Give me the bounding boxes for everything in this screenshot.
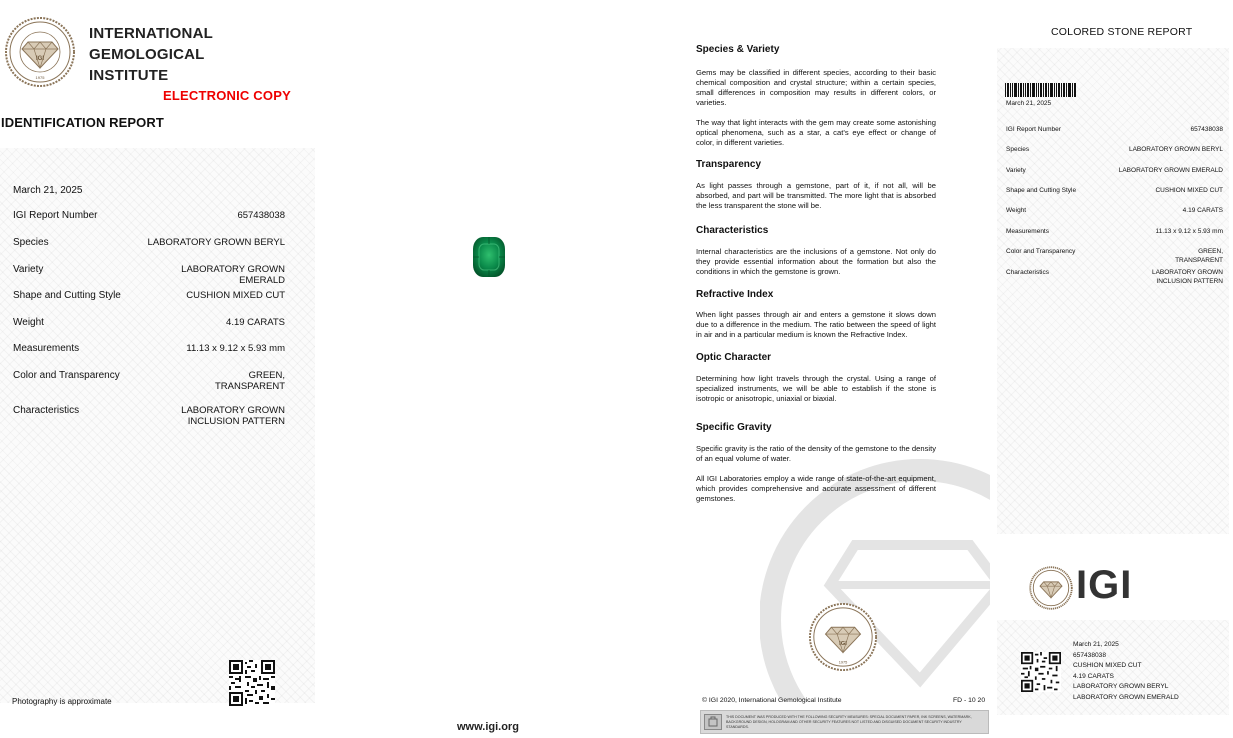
colored-row-report-number-value: 657438038 (1190, 126, 1223, 133)
section-species-p2: The way that light interacts with the gem may create some astonishing optical phenomena, such as a star, a cat’s eye effect or change of color, in different varieties. (696, 118, 936, 147)
igi-seal-icon (4, 16, 76, 88)
section-refractive-title: Refractive Index (696, 289, 774, 300)
section-optic-title: Optic Character (696, 352, 772, 363)
row-shape-label: Shape and Cutting Style (13, 290, 121, 301)
section-gravity-p2: All IGI Laboratories employ a wide range of state-of-the-art equipment, which provides comprehensive and accurate assessment of different gemstones. (696, 474, 936, 503)
colored-row-measurements-label: Measurements (1006, 228, 1049, 235)
colored-date: March 21, 2025 (1006, 100, 1052, 107)
row-color-label: Color and Transparency (13, 370, 120, 381)
igi-seal-icon (1029, 566, 1073, 610)
info-column (696, 44, 936, 504)
igi-logo-text: IGI (1076, 563, 1133, 607)
qr-code-icon (229, 660, 275, 706)
row-report-number-label: IGI Report Number (13, 210, 98, 221)
copyright: © IGI 2020, International Gemological Institute (702, 697, 842, 704)
row-weight-value: 4.19 CARATS (226, 317, 285, 328)
section-gravity-p1: Specific gravity is the ratio of the density of the gemstone to the density of an equal volume of water. (696, 444, 936, 463)
igi-seal-icon (808, 602, 878, 672)
card-line-variety: LABORATORY GROWN EMERALD (1073, 693, 1179, 701)
section-optic-p1: Determining how light travels through the crystal. Using a range of specialized instruments, we will be able to establish if the stone is isotropic or anisotropic, uniaxial or biaxial. (696, 374, 936, 403)
brand-name (89, 23, 213, 86)
photo-note: Photography is approximate (12, 697, 112, 706)
section-species-title: Species & Variety (696, 44, 780, 55)
colored-row-shape-label: Shape and Cutting Style (1006, 187, 1077, 194)
qr-code-icon (1021, 652, 1061, 692)
card-line-date: March 21, 2025 (1073, 641, 1119, 648)
report-date: March 21, 2025 (13, 185, 83, 196)
colored-row-species-value: LABORATORY GROWN BERYL (1128, 146, 1223, 153)
svg-text:1975: 1975 (838, 659, 848, 665)
colored-report-title: COLORED STONE REPORT (1051, 26, 1193, 38)
colored-row-report-number-label: IGI Report Number (1006, 126, 1061, 133)
row-weight-label: Weight (13, 317, 44, 328)
colored-row-color-label: Color and Transparency (1006, 248, 1076, 255)
card-line-species: LABORATORY GROWN BERYL (1073, 683, 1169, 690)
card-line-number: 657438038 (1073, 651, 1107, 659)
colored-row-color-value: GREEN, TRANSPARENT (1175, 248, 1223, 264)
security-note: THIS DOCUMENT WAS PRODUCED WITH THE FOLLOWING SECURITY MEASURES: SPECIAL DOCUMENT PAPER, INK SCREENS, WATERMARK, BACKGROUND DESIGN, HOLOGRAM AND OTHER SECURITY FEATURES NOT LISTED AND DISGUISED DOCUMENT SECURITY INDUSTRY STANDARDS. (726, 715, 972, 729)
section-gravity-title: Specific Gravity (696, 422, 772, 433)
row-report-number-value: 657438038 (237, 210, 285, 221)
section-characteristics-p1: Internal characteristics are the inclusions of a gemstone. Not only do they provide essential information about the formation but also the conditions in which the gemstone is grown. (696, 247, 936, 276)
colored-row-species-label: Species (1006, 146, 1030, 153)
svg-text:IGI: IGI (839, 640, 847, 647)
colored-row-weight-value: 4.19 CARATS (1182, 207, 1223, 214)
section-species-p1: Gems may be classified in different species, according to their basic chemical composition and crystal structure; within a certain species, small differences in composition may results in different colors, or varieties. (696, 68, 936, 107)
colored-row-variety-label: Variety (1006, 167, 1026, 174)
svg-text:1975: 1975 (35, 75, 45, 80)
colored-card-summary (1073, 640, 1179, 703)
security-strip (700, 710, 989, 734)
colored-row-variety-value: LABORATORY GROWN EMERALD (1118, 167, 1223, 174)
electronic-copy-label: ELECTRONIC COPY (163, 88, 291, 103)
report-title: IDENTIFICATION REPORT (1, 115, 164, 130)
row-variety-value: LABORATORY GROWN EMERALD (181, 264, 285, 286)
row-shape-value: CUSHION MIXED CUT (186, 290, 285, 301)
row-characteristics-value: LABORATORY GROWN INCLUSION PATTERN (181, 405, 285, 427)
section-transparency-p1: As light passes through a gemstone, part of it, if not all, will be absorbed, and part will be transmitted. The more light that is absorbed the less transparent the stone will be. (696, 181, 936, 210)
brand-line-2: GEMOLOGICAL (89, 46, 205, 63)
card-line-shape: CUSHION MIXED CUT (1073, 662, 1142, 669)
row-color-value: GREEN, TRANSPARENT (214, 370, 285, 392)
section-transparency-title: Transparency (696, 159, 762, 170)
card-line-weight: 4.19 CARATS (1073, 672, 1114, 680)
brand-line-3: INSTITUTE (89, 67, 169, 84)
row-species-value: LABORATORY GROWN BERYL (147, 237, 285, 248)
section-characteristics-title: Characteristics (696, 225, 769, 236)
brand-line-1: INTERNATIONAL (89, 25, 213, 42)
barcode-icon (1005, 83, 1077, 97)
row-measurements-label: Measurements (13, 343, 80, 354)
colored-report-background (997, 48, 1229, 534)
colored-row-measurements-value: 11.13 x 9.12 x 5.93 mm (1155, 228, 1223, 235)
row-characteristics-label: Characteristics (13, 405, 80, 416)
row-species-label: Species (13, 237, 49, 248)
colored-row-characteristics-label: Characteristics (1006, 269, 1049, 276)
colored-row-shape-value: CUSHION MIXED CUT (1155, 187, 1223, 194)
section-refractive-p1: When light passes through air and enters a gemstone it slows down due to a difference in the medium. The ratio between the speed of light in air and in a particular medium is known the Refractive Index. (696, 310, 936, 339)
emerald-gem-icon (472, 236, 506, 278)
colored-row-characteristics-value: LABORATORY GROWN INCLUSION PATTERN (1151, 269, 1223, 285)
form-code: FD - 10 20 (953, 697, 986, 704)
svg-text:IGI: IGI (35, 56, 45, 62)
website-link[interactable]: www.igi.org (457, 721, 519, 733)
row-variety-label: Variety (13, 264, 44, 275)
colored-row-weight-label: Weight (1006, 207, 1027, 214)
row-measurements-value: 11.13 x 9.12 x 5.93 mm (186, 343, 285, 354)
hologram-icon (704, 714, 722, 730)
